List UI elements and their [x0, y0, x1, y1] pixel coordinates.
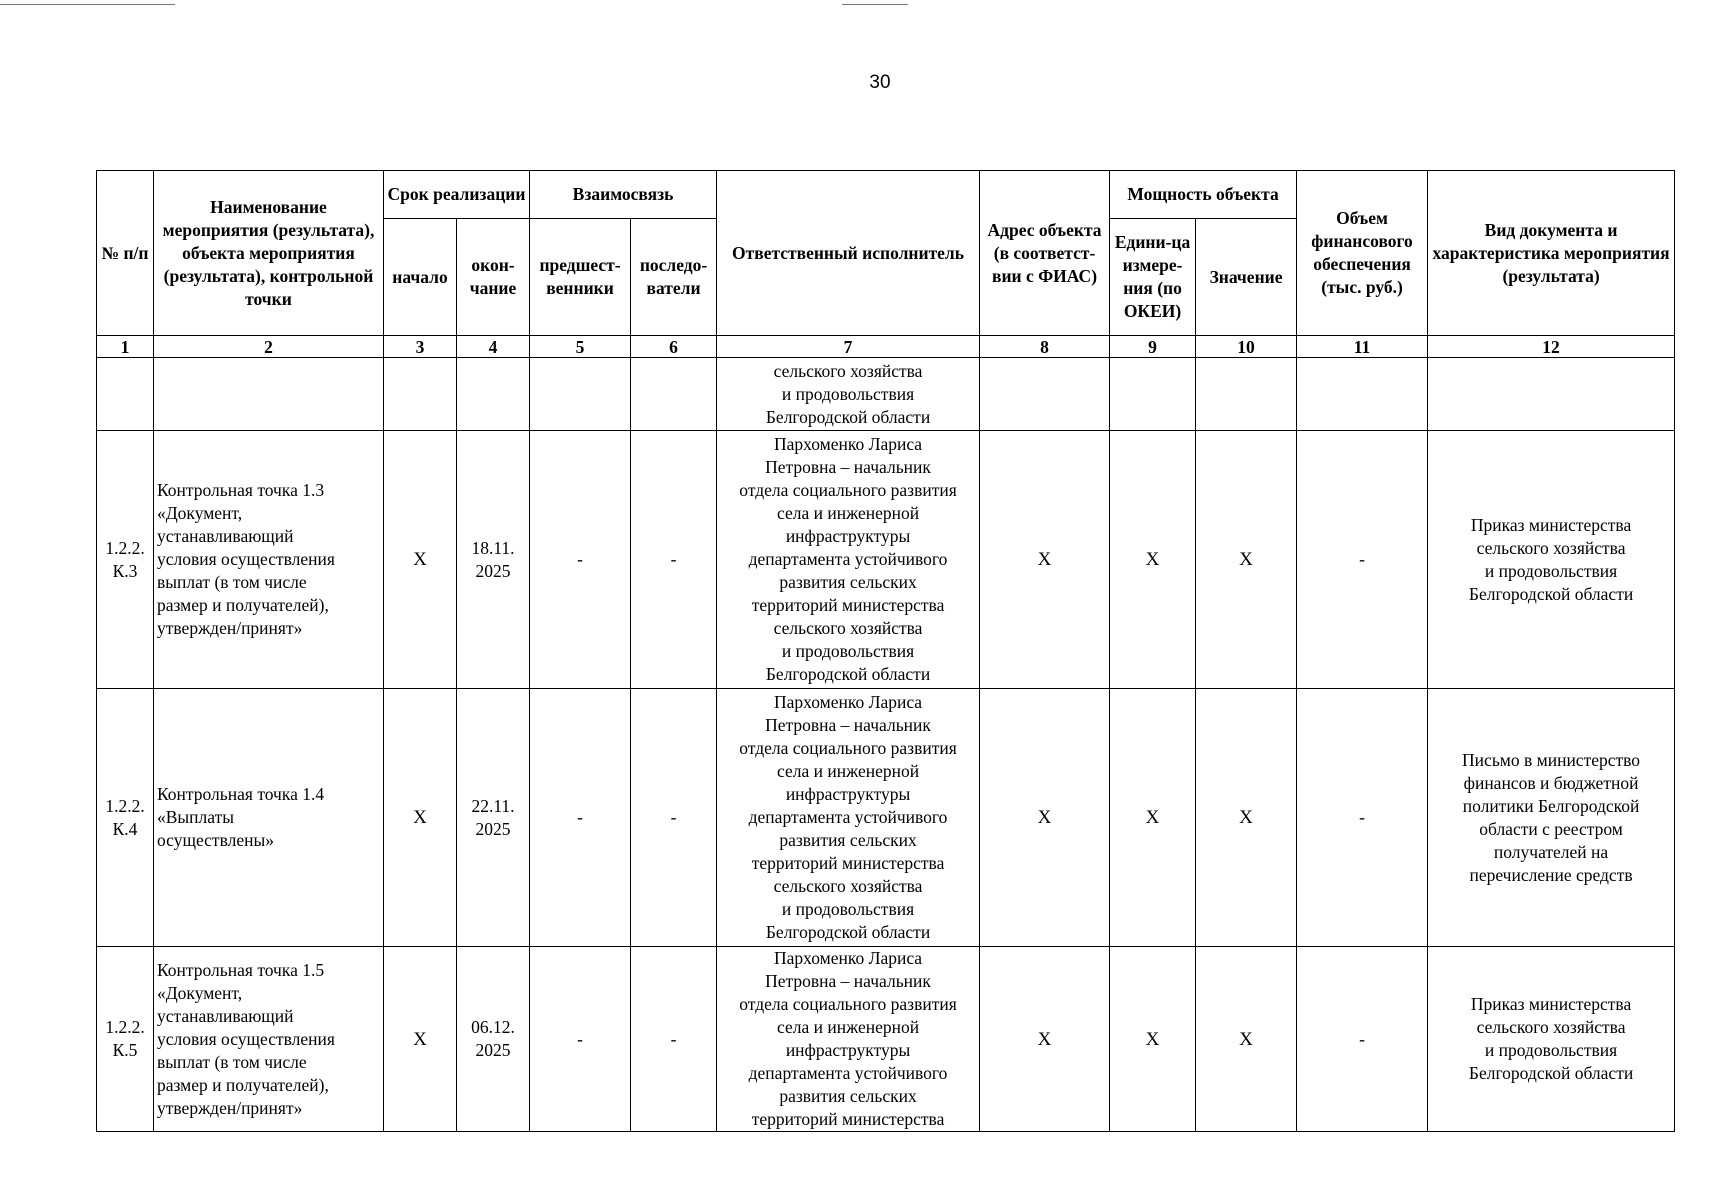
column-number: 4	[457, 336, 530, 358]
header-link-next: последо-ватели	[631, 219, 717, 336]
top-center-rule	[842, 4, 908, 5]
column-number: 5	[530, 336, 631, 358]
address-cell: Х	[980, 431, 1110, 689]
table-row	[97, 947, 1675, 1132]
document-cell: Письмо в министерство финансов и бюджетной политики Белгородской области с реестром получателей на перечисление средств	[1428, 689, 1675, 947]
header-term: Срок реализации	[384, 171, 530, 219]
header-doc: Вид документа и характеристика мероприятия (результата)	[1428, 171, 1675, 336]
column-number: 8	[980, 336, 1110, 358]
successors: -	[631, 947, 717, 1132]
responsible-cell: Пархоменко Лариса Петровна – начальник отдела социального развития села и инженерной инфраструктуры департамента устойчивого развития сельских территорий министерства сельского хозяйства и продовольствия Белгородской области	[717, 689, 980, 947]
unit-cell: Х	[1110, 689, 1196, 947]
header-value: Значение	[1196, 219, 1297, 336]
responsible-cell: Пархоменко Лариса Петровна – начальник отдела социального развития села и инженерной инфраструктуры департамента устойчивого развития сельских территорий министерства сельского хозяйства и продовольствия Белгородской области	[717, 431, 980, 689]
header-link: Взаимосвязь	[530, 171, 717, 219]
top-left-rule	[0, 4, 175, 5]
header-funding: Объем финансового обеспечения (тыс. руб.)	[1297, 171, 1428, 336]
header-num: № п/п	[97, 171, 154, 336]
document-cell: Приказ министерства сельского хозяйства и продовольствия Белгородской области	[1428, 947, 1675, 1132]
checkpoint-name: Контрольная точка 1.3 «Документ, устанавливающий условия осуществления выплат (в том числе размер и получателей), утвержден/принят»	[154, 431, 384, 689]
address-cell: Х	[980, 947, 1110, 1132]
continuation-row	[97, 358, 1675, 431]
funding-cell: -	[1297, 689, 1428, 947]
column-number: 11	[1297, 336, 1428, 358]
end-date: 18.11. 2025	[457, 431, 530, 689]
checkpoint-name: Контрольная точка 1.4 «Выплаты осуществлены»	[154, 689, 384, 947]
funding-cell: -	[1297, 431, 1428, 689]
successors: -	[631, 431, 717, 689]
start-date: Х	[384, 689, 457, 947]
responsible-cell: Пархоменко Лариса Петровна – начальник отдела социального развития села и инженерной инфраструктуры департамента устойчивого развития сельских территорий министерства	[717, 947, 980, 1132]
predecessors: -	[530, 947, 631, 1132]
checkpoint-name: Контрольная точка 1.5 «Документ, устанавливающий условия осуществления выплат (в том числе размер и получателей), утвержден/принят»	[154, 947, 384, 1132]
header-capacity: Мощность объекта	[1110, 171, 1297, 219]
header-address: Адрес объекта (в соответст-вии с ФИАС)	[980, 171, 1110, 336]
header-responsible: Ответственный исполнитель	[717, 171, 980, 336]
funding-cell: -	[1297, 947, 1428, 1132]
value-cell: Х	[1196, 431, 1297, 689]
header-term-end: окон-чание	[457, 219, 530, 336]
start-date: Х	[384, 947, 457, 1132]
header-name: Наименование мероприятия (результата), объекта мероприятия (результата), контрольной точки	[154, 171, 384, 336]
header-link-prev: предшест-венники	[530, 219, 631, 336]
unit-cell: Х	[1110, 947, 1196, 1132]
predecessors: -	[530, 689, 631, 947]
document-cell: Приказ министерства сельского хозяйства и продовольствия Белгородской области	[1428, 431, 1675, 689]
header-term-start: начало	[384, 219, 457, 336]
column-number: 2	[154, 336, 384, 358]
header-unit: Едини-ца измере-ния (по ОКЕИ)	[1110, 219, 1196, 336]
successors: -	[631, 689, 717, 947]
column-number: 12	[1428, 336, 1675, 358]
address-cell: Х	[980, 689, 1110, 947]
column-number: 7	[717, 336, 980, 358]
row-number: 1.2.2. К.3	[97, 431, 154, 689]
page-number: 30	[869, 72, 891, 93]
unit-cell: Х	[1110, 431, 1196, 689]
checkpoint-plan-table	[96, 170, 1675, 1132]
responsible-cell: сельского хозяйства и продовольствия Белгородской области	[717, 358, 980, 431]
column-number: 1	[97, 336, 154, 358]
column-number: 9	[1110, 336, 1196, 358]
column-number: 3	[384, 336, 457, 358]
end-date: 06.12. 2025	[457, 947, 530, 1132]
row-number: 1.2.2. К.5	[97, 947, 154, 1132]
value-cell: Х	[1196, 947, 1297, 1132]
value-cell: Х	[1196, 689, 1297, 947]
predecessors: -	[530, 431, 631, 689]
table-row	[97, 689, 1675, 947]
start-date: Х	[384, 431, 457, 689]
table-row	[97, 431, 1675, 689]
column-number: 10	[1196, 336, 1297, 358]
end-date: 22.11. 2025	[457, 689, 530, 947]
row-number: 1.2.2. К.4	[97, 689, 154, 947]
column-number: 6	[631, 336, 717, 358]
